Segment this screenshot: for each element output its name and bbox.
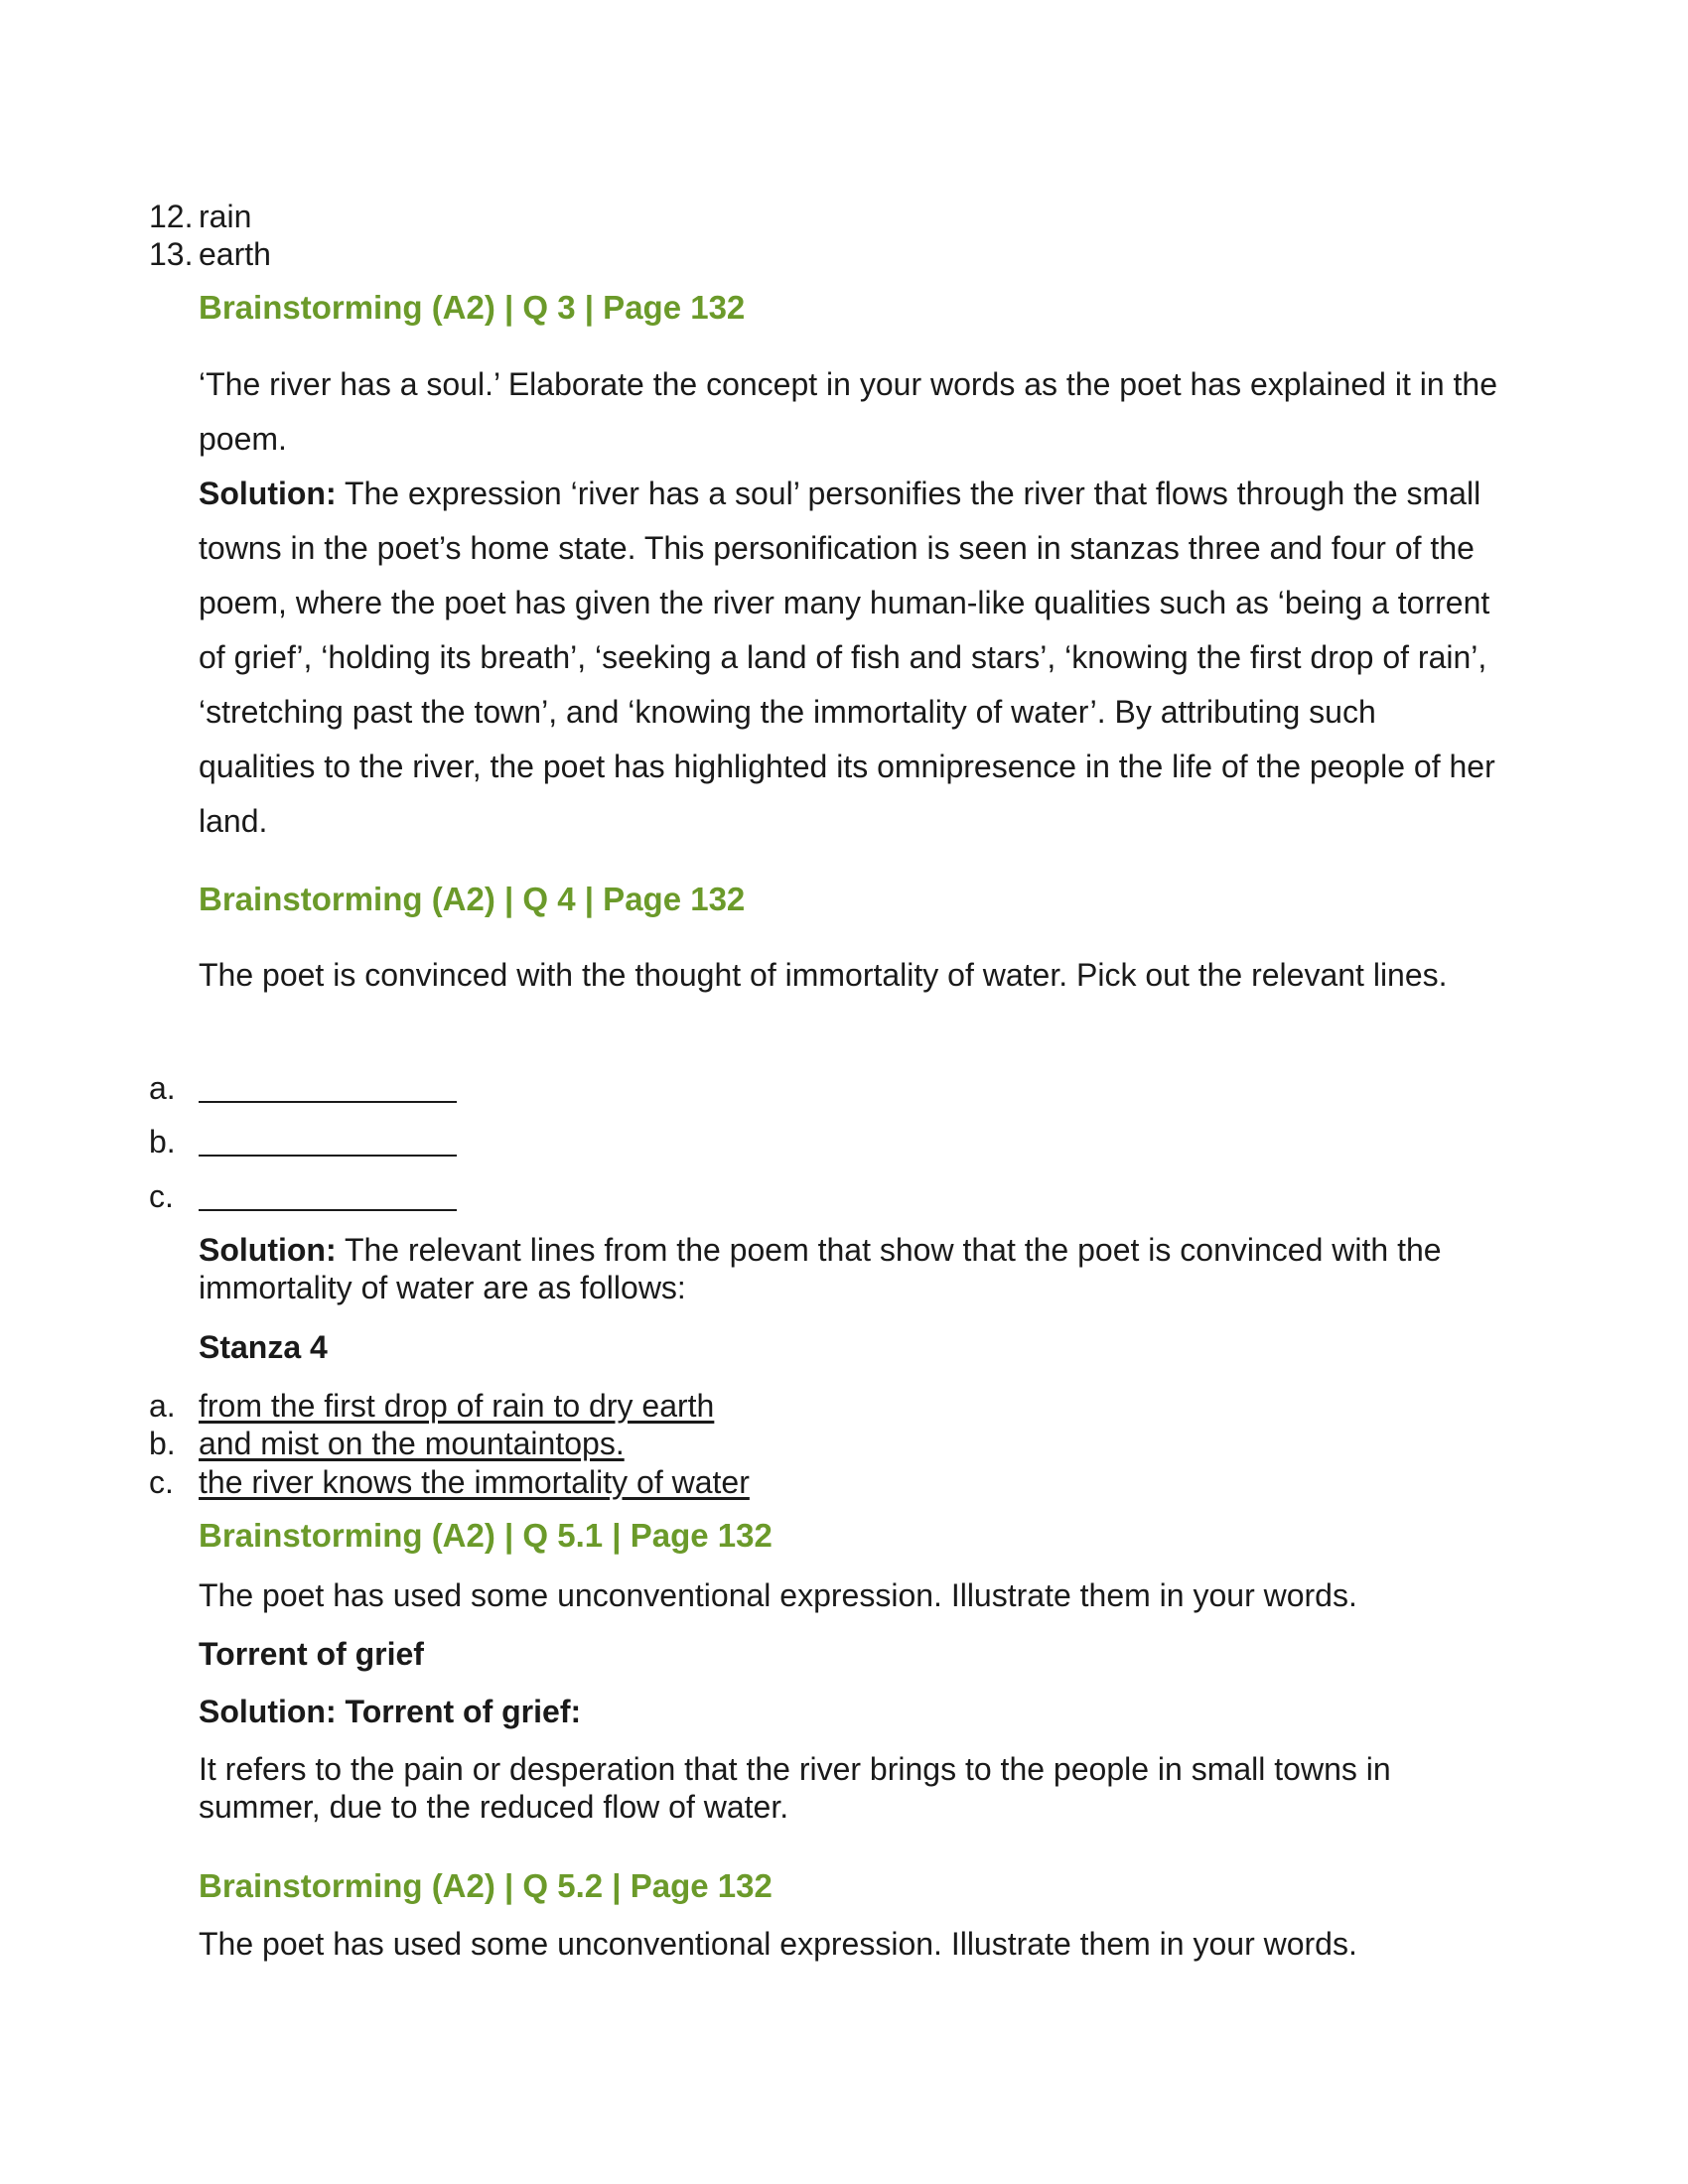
section-heading-q5-1: Brainstorming (A2) | Q 5.1 | Page 132 [199, 1517, 773, 1554]
solution-q3 [199, 467, 1499, 849]
question-q5-1: The poet has used some unconventional expression. Illustrate them in your words. [199, 1577, 1357, 1613]
solution-q5-1: It refers to the pain or desperation that the river brings to the people in small towns in summer, due to the reduced flow of water. [199, 1751, 1391, 1825]
blank-marker: a. [149, 1070, 176, 1106]
solution-q4 [199, 1231, 1499, 1306]
blank-marker: b. [149, 1124, 176, 1160]
section-heading-q5-2: Brainstorming (A2) | Q 5.2 | Page 132 [199, 1867, 773, 1904]
answer-blank [199, 1101, 457, 1103]
question-q5-2: The poet has used some unconventional expression. Illustrate them in your words. [199, 1926, 1357, 1962]
solution-label: Solution: Torrent of grief: [199, 1694, 582, 1729]
section-heading-q4: Brainstorming (A2) | Q 4 | Page 132 [199, 881, 746, 917]
answer-line: the river knows the immortality of water [199, 1464, 750, 1500]
question-q4: The poet is convinced with the thought of immortality of water. Pick out the relevant lines. [199, 957, 1448, 993]
list-number: 12. [149, 199, 194, 234]
blank-marker: c. [149, 1178, 174, 1214]
answer-line: and mist on the mountaintops. [199, 1426, 625, 1461]
answer-marker: b. [149, 1426, 176, 1461]
solution-text: The relevant lines from the poem that show that the poet is convinced with the immortality of water are as follows: [199, 1232, 1442, 1305]
list-item-text: earth [199, 236, 271, 272]
answer-blank [199, 1155, 457, 1157]
solution-label: Solution: [199, 1232, 337, 1268]
solution-label: Solution: [199, 476, 337, 511]
solution-text: The expression ‘river has a soul’ personifies the river that flows through the small towns in the poet’s home state. This personification is seen in stanzas three and four of the poem, where the poet has given the river many human-like qualities such as ‘being a torrent of grief’, ‘holding its breath’, ‘seeking a land of fish and stars’, ‘knowing the first drop of rain’, ‘stretching past the town’, and ‘knowing the immortality of water’. By attributing such qualities to the river, the poet has highlighted its omnipresence in the life of the people of her land. [199, 476, 1495, 839]
list-number: 13. [149, 236, 194, 272]
answer-blank [199, 1209, 457, 1211]
list-item-text: rain [199, 199, 252, 234]
answer-marker: c. [149, 1464, 174, 1500]
expression-subheading: Torrent of grief [199, 1636, 424, 1672]
stanza-label: Stanza 4 [199, 1329, 328, 1365]
answer-line: from the first drop of rain to dry earth [199, 1388, 715, 1424]
section-heading-q3: Brainstorming (A2) | Q 3 | Page 132 [199, 289, 746, 326]
answer-marker: a. [149, 1388, 176, 1424]
question-q3: ‘The river has a soul.’ Elaborate the concept in your words as the poet has explained it in the poem. [199, 366, 1498, 457]
